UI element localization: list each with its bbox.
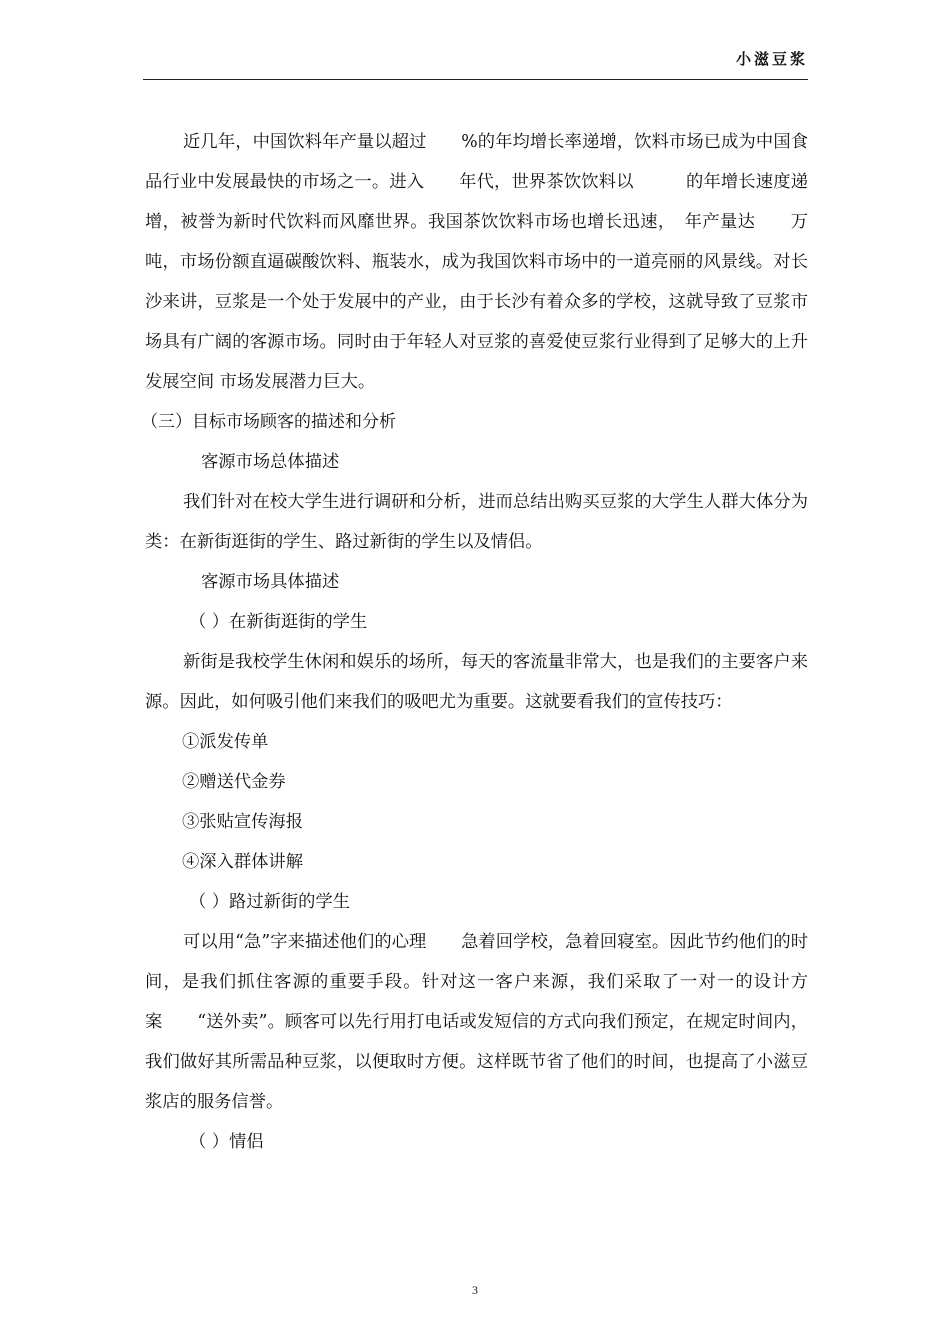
- item-passing-students: （ ）路过新街的学生: [189, 892, 351, 912]
- list-item: ①派发传单: [182, 732, 269, 752]
- document-body: [141, 122, 826, 1162]
- item-shopping-students: （ ）在新街逛街的学生: [189, 612, 368, 632]
- header-title: 小滋豆浆: [735, 50, 808, 68]
- list-item: ②赠送代金券: [182, 772, 286, 792]
- paragraph-overall: 我们针对在校大学生进行调研和分析，进而总结出购买豆浆的大学生人群大体分为 类：在新街逛街的学生、路过新街的学生以及情侣。: [145, 492, 826, 552]
- header-rule: [143, 79, 808, 80]
- paragraph-shopping-students: 新街是我校学生休闲和娱乐的场所，每天的客流量非常大，也是我们的主要客户来源。因此，如何吸引他们来我们的吸吧尤为重要。这就要看我们的宣传技巧：: [145, 652, 808, 712]
- subheading-specific: 客源市场具体描述: [201, 572, 340, 592]
- list-item: ③张贴宣传海报: [182, 812, 303, 832]
- page-number: 3: [472, 1283, 478, 1297]
- subheading-overall: 客源市场总体描述: [201, 452, 340, 472]
- list-item: ④深入群体讲解: [182, 852, 303, 872]
- paragraph-passing-students: 可以用“急”字来描述他们的心理 急着回学校，急着回寝室。因此节约他们的时间，是我们抓住客源的重要手段。针对这一客户来源，我们采取了一对一的设计方案 “送外卖”。顾客可以先行用打电话或发短信的方式向我们预定，在规定时间内，我们做好其所需品种豆浆，以便取时方便。这样既节省了他们的时间，也提高了小滋豆浆店的服务信誉。: [145, 932, 808, 1112]
- item-couples: （ ）情侣: [189, 1132, 264, 1152]
- paragraph-market-overview: 近几年，中国饮料年产量以超过 %的年均增长率递增，饮料市场已成为中国食品行业中发展最快的市场之一。进入 年代，世界茶饮饮料以 的年增长速度递增，被誉为新时代饮料而风靡世界。我国茶饮饮料市场也增长迅速， 年产量达 万吨，市场份额直逼碳酸饮料、瓶装水，成为我国饮料市场中的一道亮丽的风景线。对长沙来讲，豆浆是一个处于发展中的产业，由于长沙有着众多的学校，这就导致了豆浆市场具有广阔的客源市场。同时由于年轻人对豆浆的喜爱使豆浆行业得到了足够大的上升发展空间 市场发展潜力巨大。: [145, 132, 808, 392]
- section-heading: （三）目标市场顾客的描述和分析: [141, 412, 396, 432]
